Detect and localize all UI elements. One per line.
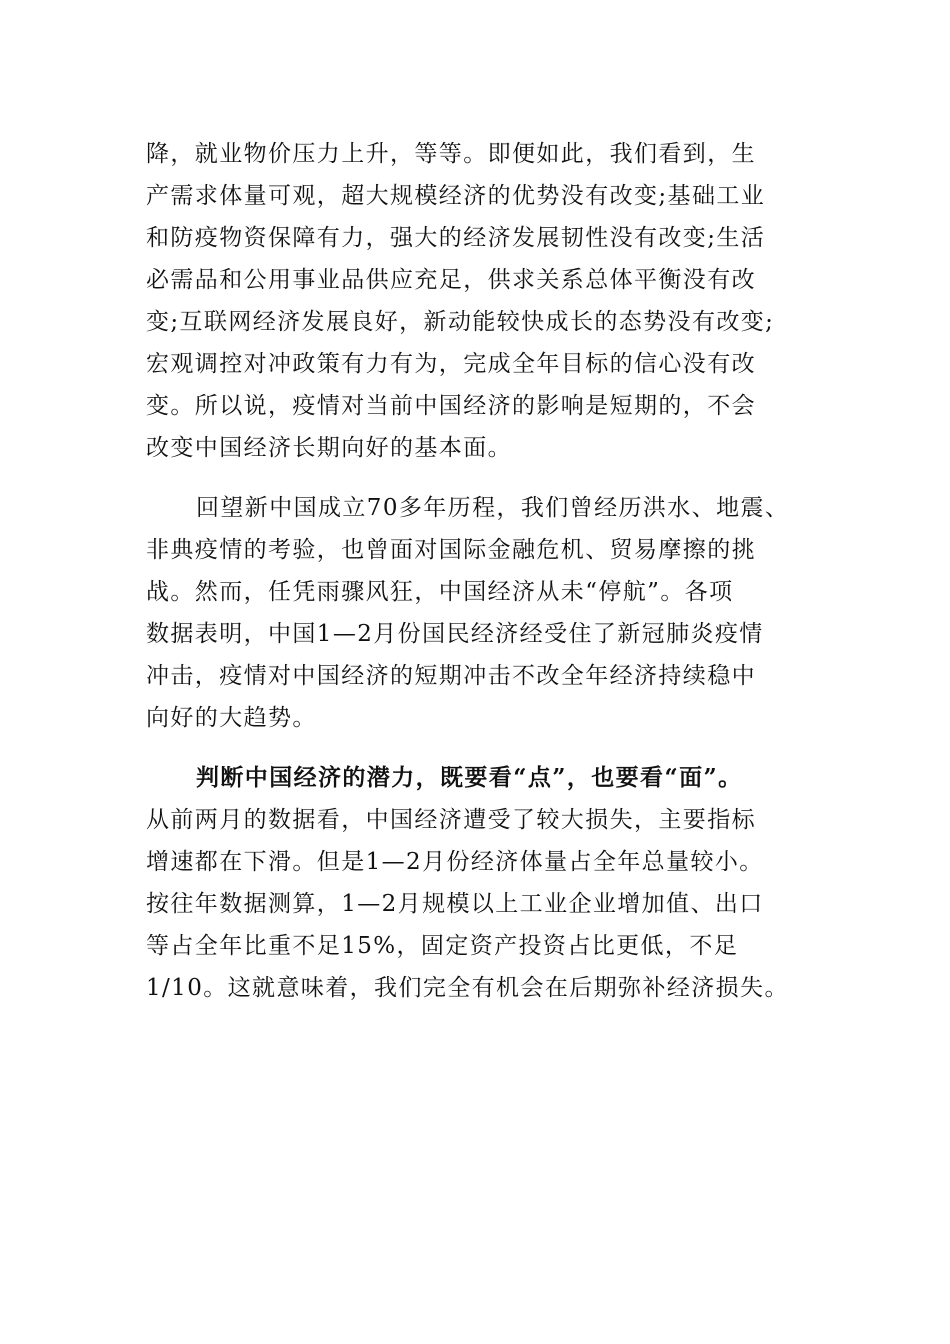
paragraph-line: 数据表明，中国1—2月份国民经济经受住了新冠肺炎疫情 bbox=[146, 621, 764, 647]
paragraph-line: 降，就业物价压力上升，等等。即便如此，我们看到，生 bbox=[146, 141, 756, 167]
paragraph-line: 宏观调控对冲政策有力有为，完成全年目标的信心没有改 bbox=[146, 351, 756, 377]
paragraph-line: 战。然而，任凭雨骤风狂，中国经济从未“停航”。各项 bbox=[146, 579, 734, 605]
paragraph-line: 从前两月的数据看，中国经济遭受了较大损失，主要指标 bbox=[146, 807, 756, 833]
paragraph-gap bbox=[146, 739, 826, 757]
paragraph-line: 变;互联网经济发展良好，新动能较快成长的态势没有改变; bbox=[146, 309, 775, 335]
paragraph-line: 和防疫物资保障有力，强大的经济发展韧性没有改变;生活 bbox=[146, 225, 766, 251]
paragraph-2 bbox=[146, 487, 826, 739]
paragraph-line: 增速都在下滑。但是1—2月份经济体量占全年总量较小。 bbox=[146, 849, 764, 875]
paragraph-1 bbox=[146, 133, 826, 469]
paragraph-line: 等占全年比重不足15%，固定资产投资占比更低，不足 bbox=[146, 933, 739, 959]
paragraph-line: 回望新中国成立70多年历程，我们曾经历洪水、地震、 bbox=[196, 495, 790, 521]
paragraph-line: 变。所以说，疫情对当前中国经济的影响是短期的，不会 bbox=[146, 393, 756, 419]
paragraph-bold-lead: 判断中国经济的潜力，既要看“点”，也要看“面”。 bbox=[196, 764, 743, 791]
paragraph-line: 改变中国经济长期向好的基本面。 bbox=[146, 435, 512, 461]
paragraph-3 bbox=[146, 757, 826, 1009]
paragraph-line: 冲击，疫情对中国经济的短期冲击不改全年经济持续稳中 bbox=[146, 663, 756, 689]
paragraph-line: 产需求体量可观，超大规模经济的优势没有改变;基础工业 bbox=[146, 183, 766, 209]
paragraph-gap bbox=[146, 469, 826, 487]
paragraph-line: 向好的大趋势。 bbox=[146, 705, 317, 731]
paragraph-line: 1/10。这就意味着，我们完全有机会在后期弥补经济损失。 bbox=[146, 975, 789, 1001]
paragraph-line: 非典疫情的考验，也曾面对国际金融危机、贸易摩擦的挑 bbox=[146, 537, 756, 563]
paragraph-line: 按往年数据测算，1—2月规模以上工业企业增加值、出口 bbox=[146, 891, 764, 917]
document-body bbox=[146, 133, 826, 1009]
paragraph-line: 必需品和公用事业品供应充足，供求关系总体平衡没有改 bbox=[146, 267, 756, 293]
